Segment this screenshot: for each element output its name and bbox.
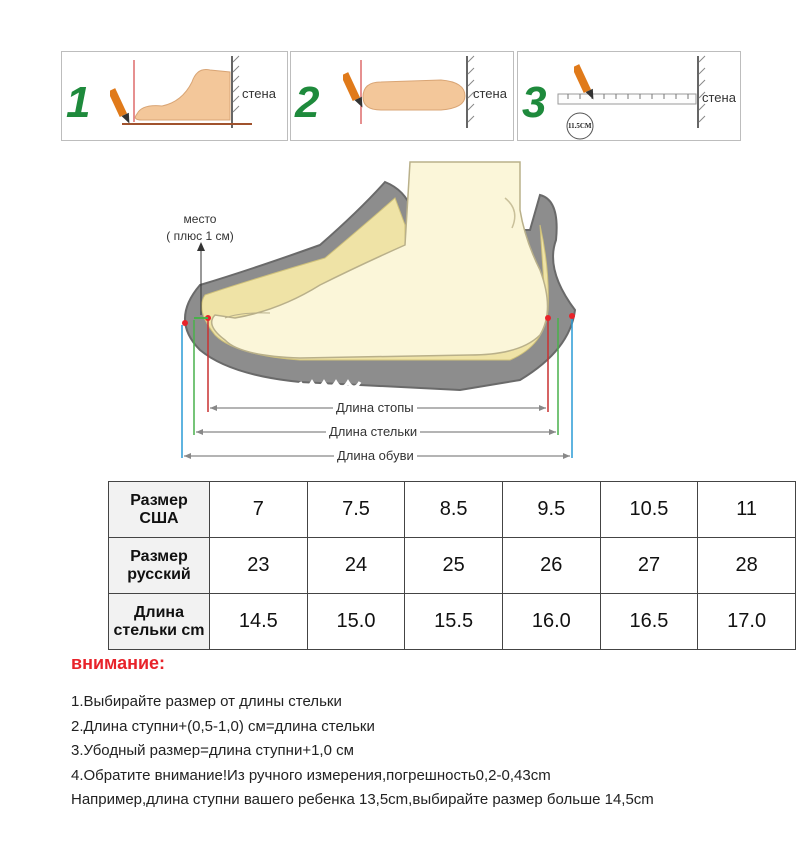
place-note: ( плюс 1 см) (166, 229, 234, 243)
table-cell: 16.0 (502, 594, 600, 650)
pencil-icon (343, 72, 363, 112)
size-chart-table (108, 481, 796, 650)
table-cell: 14.5 (210, 594, 308, 650)
foot-length-label: Длина стопы (333, 400, 417, 415)
table-cell: 15.0 (307, 594, 405, 650)
note-item: 1.Выбирайте размер от длины стельки (71, 693, 342, 710)
attention-title: внимание: (71, 653, 166, 673)
notes-list (71, 693, 654, 816)
step-panel-3 (517, 51, 741, 141)
row-header: Длина стельки cm (109, 594, 210, 650)
table-row-insole-cm (109, 594, 796, 650)
extra-space-label (150, 211, 250, 245)
table-cell: 23 (210, 538, 308, 594)
shoe-cross-section (0, 150, 800, 470)
table-cell: 26 (502, 538, 600, 594)
shoe-length-label: Длина обуви (334, 448, 417, 463)
table-cell: 11 (698, 482, 796, 538)
pencil-icon (110, 88, 130, 128)
insole-length-label: Длина стельки (326, 424, 420, 439)
table-row-us-size (109, 482, 796, 538)
note-item: 4.Обратите внимание!Из ручного измерения,погрешность0,2-0,43cm (71, 766, 551, 784)
table-row-ru-size (109, 538, 796, 594)
step-number-1: 1 (66, 78, 91, 127)
table-cell: 9.5 (502, 482, 600, 538)
table-cell: 8.5 (405, 482, 503, 538)
ruler-reading: 11.5CM (568, 122, 592, 130)
place-label: место (183, 212, 217, 226)
table-cell: 16.5 (600, 594, 698, 650)
table-cell: 27 (600, 538, 698, 594)
table-cell: 17.0 (698, 594, 796, 650)
wall-label: стена (702, 90, 736, 105)
table-cell: 7 (210, 482, 308, 538)
step-panel-1 (61, 51, 288, 141)
row-header: Размер русский (109, 538, 210, 594)
table-cell: 24 (307, 538, 405, 594)
table-cell: 15.5 (405, 594, 503, 650)
step-number-2: 2 (295, 78, 320, 127)
row-header: Размер США (109, 482, 210, 538)
step-panel-2 (290, 51, 514, 141)
note-item: 3.Убодный размер=длина ступни+1,0 см (71, 742, 354, 759)
note-item: Например,длина ступни вашего ребенка 13,5cm,выбирайте размер больше 14,5cm (71, 791, 654, 808)
wall-label: стена (242, 86, 276, 101)
table-cell: 25 (405, 538, 503, 594)
table-cell: 10.5 (600, 482, 698, 538)
wall-label: стена (473, 86, 507, 101)
table-cell: 7.5 (307, 482, 405, 538)
table-cell: 28 (698, 538, 796, 594)
shoe-measurement-diagram (0, 150, 800, 470)
note-item: 2.Длина ступни+(0,5-1,0) см=длина стельки (71, 717, 375, 735)
pencil-icon (574, 64, 594, 104)
step-number-3: 3 (522, 78, 547, 127)
